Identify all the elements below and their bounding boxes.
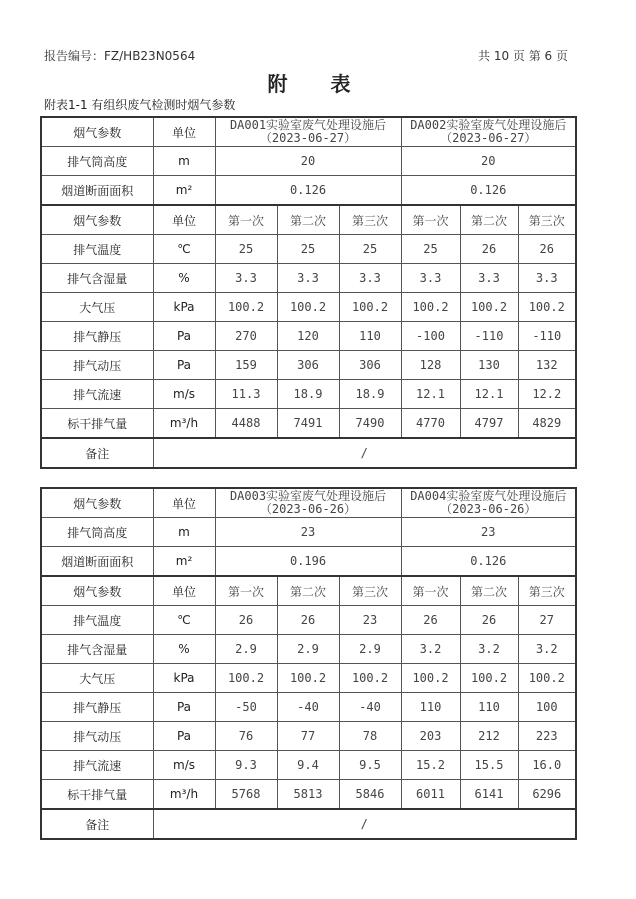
outlet-header bbox=[401, 488, 576, 518]
table-cell: 3.3 bbox=[518, 264, 576, 293]
table-cell: 6296 bbox=[518, 780, 576, 810]
table-cell: 110 bbox=[339, 322, 401, 351]
sample-time: 第二次 bbox=[460, 205, 518, 235]
table-cell: 100.2 bbox=[401, 293, 460, 322]
outlet-header bbox=[215, 488, 401, 518]
table-cell: 76 bbox=[215, 722, 277, 751]
unit-header: 单位 bbox=[153, 117, 215, 147]
outlet-date: （2023-06-27） bbox=[440, 131, 537, 145]
table-cell: 9.5 bbox=[339, 751, 401, 780]
table-cell: 5846 bbox=[339, 780, 401, 810]
table-cell: 4488 bbox=[215, 409, 277, 439]
duct-area-row bbox=[41, 176, 576, 206]
table-row bbox=[41, 380, 576, 409]
table-cell: 18.9 bbox=[277, 380, 339, 409]
row-unit: m/s bbox=[153, 380, 215, 409]
row-unit: ℃ bbox=[153, 606, 215, 635]
table-cell: 130 bbox=[460, 351, 518, 380]
table-cell: 132 bbox=[518, 351, 576, 380]
row-label: 烟道断面面积 bbox=[41, 176, 153, 206]
table-row bbox=[41, 664, 576, 693]
table-header-row bbox=[41, 488, 576, 518]
row-label: 排气筒高度 bbox=[41, 518, 153, 547]
row-unit: Pa bbox=[153, 693, 215, 722]
table-cell: 78 bbox=[339, 722, 401, 751]
table-cell: 25 bbox=[215, 235, 277, 264]
table-cell: 2.9 bbox=[215, 635, 277, 664]
table-cell: 3.3 bbox=[460, 264, 518, 293]
table-cell: 26 bbox=[460, 235, 518, 264]
row-unit: Pa bbox=[153, 351, 215, 380]
remark-row bbox=[41, 809, 576, 839]
row-label: 排气温度 bbox=[41, 235, 153, 264]
table-cell: 100.2 bbox=[401, 664, 460, 693]
row-label: 排气含湿量 bbox=[41, 635, 153, 664]
table-cell: 5768 bbox=[215, 780, 277, 810]
outlet-name: DA004实验室废气处理设施后 bbox=[410, 489, 567, 503]
table-row bbox=[41, 751, 576, 780]
table-row bbox=[41, 351, 576, 380]
table-cell: 9.4 bbox=[277, 751, 339, 780]
row-label: 排气流速 bbox=[41, 380, 153, 409]
sample-time: 第三次 bbox=[339, 205, 401, 235]
table-cell: 20 bbox=[401, 147, 576, 176]
table-cell: 270 bbox=[215, 322, 277, 351]
table-cell: 12.1 bbox=[401, 380, 460, 409]
table-cell: 9.3 bbox=[215, 751, 277, 780]
outlet-header bbox=[401, 117, 576, 147]
table-cell: 27 bbox=[518, 606, 576, 635]
table-cell: 0.126 bbox=[401, 176, 576, 206]
row-unit: m³/h bbox=[153, 409, 215, 439]
table-caption: 附表1-1 有组织废气检测时烟气参数 bbox=[44, 98, 236, 112]
table-cell: 3.3 bbox=[215, 264, 277, 293]
table-cell: 100.2 bbox=[460, 664, 518, 693]
table-cell: 159 bbox=[215, 351, 277, 380]
table-header-row bbox=[41, 117, 576, 147]
row-unit: ℃ bbox=[153, 235, 215, 264]
table-cell: -110 bbox=[460, 322, 518, 351]
row-label: 排气动压 bbox=[41, 722, 153, 751]
param-header: 烟气参数 bbox=[41, 205, 153, 235]
table-cell: 3.2 bbox=[460, 635, 518, 664]
row-label: 排气含湿量 bbox=[41, 264, 153, 293]
table-cell: 0.196 bbox=[215, 547, 401, 577]
table-cell: 12.1 bbox=[460, 380, 518, 409]
row-unit: Pa bbox=[153, 322, 215, 351]
outlet-date: （2023-06-26） bbox=[440, 502, 537, 516]
table-cell: 3.3 bbox=[339, 264, 401, 293]
sample-time: 第三次 bbox=[339, 576, 401, 606]
table-cell: -50 bbox=[215, 693, 277, 722]
table-cell: 0.126 bbox=[215, 176, 401, 206]
row-label: 排气动压 bbox=[41, 351, 153, 380]
sample-time: 第三次 bbox=[518, 205, 576, 235]
table-cell: 6011 bbox=[401, 780, 460, 810]
row-unit: m bbox=[153, 147, 215, 176]
report-number: 报告编号：FZ/HB23N0564 bbox=[44, 49, 196, 63]
page-title: 附 表 bbox=[267, 72, 369, 96]
outlet-name: DA001实验室废气处理设施后 bbox=[229, 118, 387, 132]
table-cell: 23 bbox=[401, 518, 576, 547]
row-label: 排气筒高度 bbox=[41, 147, 153, 176]
sample-time: 第一次 bbox=[401, 576, 460, 606]
outlet-name: DA002实验室废气处理设施后 bbox=[410, 118, 567, 132]
table-cell: 3.2 bbox=[518, 635, 576, 664]
row-label: 排气静压 bbox=[41, 322, 153, 351]
flue-gas-table-2 bbox=[40, 487, 577, 840]
row-label: 大气压 bbox=[41, 293, 153, 322]
row-label: 标干排气量 bbox=[41, 409, 153, 439]
table-cell: 2.9 bbox=[277, 635, 339, 664]
row-unit: m bbox=[153, 518, 215, 547]
table-cell: 110 bbox=[460, 693, 518, 722]
table-cell: 7490 bbox=[339, 409, 401, 439]
unit-header: 单位 bbox=[153, 488, 215, 518]
table-cell: -100 bbox=[401, 322, 460, 351]
remark-label: 备注 bbox=[41, 809, 153, 839]
row-unit: % bbox=[153, 264, 215, 293]
page-indicator: 共 10 页 第 6 页 bbox=[478, 49, 568, 63]
outlet-date: （2023-06-26） bbox=[259, 502, 357, 516]
row-label: 排气静压 bbox=[41, 693, 153, 722]
table-cell: 100.2 bbox=[215, 664, 277, 693]
duct-area-row bbox=[41, 547, 576, 577]
stack-height-row bbox=[41, 147, 576, 176]
table-cell: 212 bbox=[460, 722, 518, 751]
table-cell: 100.2 bbox=[460, 293, 518, 322]
unit-header: 单位 bbox=[153, 205, 215, 235]
table-cell: 223 bbox=[518, 722, 576, 751]
table-row bbox=[41, 635, 576, 664]
row-unit: Pa bbox=[153, 722, 215, 751]
sample-times-row bbox=[41, 205, 576, 235]
sample-time: 第二次 bbox=[277, 205, 339, 235]
flue-gas-table-1 bbox=[40, 116, 577, 469]
table-cell: 4770 bbox=[401, 409, 460, 439]
table-cell: 26 bbox=[518, 235, 576, 264]
table-row bbox=[41, 409, 576, 439]
table-cell: 26 bbox=[277, 606, 339, 635]
table-cell: 203 bbox=[401, 722, 460, 751]
table-cell: -110 bbox=[518, 322, 576, 351]
table-cell: 100.2 bbox=[277, 293, 339, 322]
table-cell: -40 bbox=[339, 693, 401, 722]
table-row bbox=[41, 606, 576, 635]
table-row bbox=[41, 264, 576, 293]
table-cell: 100.2 bbox=[339, 293, 401, 322]
table-cell: 26 bbox=[401, 606, 460, 635]
row-unit: m/s bbox=[153, 751, 215, 780]
table-cell: 26 bbox=[215, 606, 277, 635]
table-cell: 120 bbox=[277, 322, 339, 351]
param-header: 烟气参数 bbox=[41, 117, 153, 147]
table-cell: 110 bbox=[401, 693, 460, 722]
table-cell: 100.2 bbox=[277, 664, 339, 693]
table-cell: 7491 bbox=[277, 409, 339, 439]
table-cell: 306 bbox=[339, 351, 401, 380]
table-cell: 18.9 bbox=[339, 380, 401, 409]
stack-height-row bbox=[41, 518, 576, 547]
table-cell: 25 bbox=[401, 235, 460, 264]
table-cell: 4829 bbox=[518, 409, 576, 439]
table-cell: 15.2 bbox=[401, 751, 460, 780]
outlet-name: DA003实验室废气处理设施后 bbox=[229, 489, 387, 503]
table-cell: 3.3 bbox=[401, 264, 460, 293]
table-cell: 20 bbox=[215, 147, 401, 176]
table-row bbox=[41, 722, 576, 751]
sample-time: 第一次 bbox=[215, 205, 277, 235]
remark-label: 备注 bbox=[41, 438, 153, 468]
table-cell: 100.2 bbox=[518, 293, 576, 322]
table-row bbox=[41, 780, 576, 810]
table-cell: 11.3 bbox=[215, 380, 277, 409]
table-cell: 5813 bbox=[277, 780, 339, 810]
row-unit: m² bbox=[153, 547, 215, 577]
row-unit: m³/h bbox=[153, 780, 215, 810]
table-cell: 100.2 bbox=[215, 293, 277, 322]
remark-value: / bbox=[153, 438, 576, 468]
table-row bbox=[41, 235, 576, 264]
param-header: 烟气参数 bbox=[41, 488, 153, 518]
table-cell: -40 bbox=[277, 693, 339, 722]
row-label: 标干排气量 bbox=[41, 780, 153, 810]
table-cell: 77 bbox=[277, 722, 339, 751]
param-header: 烟气参数 bbox=[41, 576, 153, 606]
sample-times-row bbox=[41, 576, 576, 606]
table-cell: 128 bbox=[401, 351, 460, 380]
table-cell: 4797 bbox=[460, 409, 518, 439]
table-cell: 100.2 bbox=[339, 664, 401, 693]
row-unit: kPa bbox=[153, 293, 215, 322]
outlet-date: （2023-06-27） bbox=[259, 131, 357, 145]
table-row bbox=[41, 293, 576, 322]
unit-header: 单位 bbox=[153, 576, 215, 606]
table-cell: 0.126 bbox=[401, 547, 576, 577]
row-label: 烟道断面面积 bbox=[41, 547, 153, 577]
row-label: 排气流速 bbox=[41, 751, 153, 780]
row-unit: kPa bbox=[153, 664, 215, 693]
row-unit: m² bbox=[153, 176, 215, 206]
sample-time: 第一次 bbox=[215, 576, 277, 606]
table-cell: 6141 bbox=[460, 780, 518, 810]
table-cell: 306 bbox=[277, 351, 339, 380]
table-cell: 25 bbox=[339, 235, 401, 264]
table-cell: 12.2 bbox=[518, 380, 576, 409]
sample-time: 第三次 bbox=[518, 576, 576, 606]
table-cell: 26 bbox=[460, 606, 518, 635]
table-cell: 100 bbox=[518, 693, 576, 722]
sample-time: 第二次 bbox=[460, 576, 518, 606]
table-row bbox=[41, 693, 576, 722]
sample-time: 第二次 bbox=[277, 576, 339, 606]
row-unit: % bbox=[153, 635, 215, 664]
remark-value: / bbox=[153, 809, 576, 839]
table-cell: 2.9 bbox=[339, 635, 401, 664]
table-cell: 3.2 bbox=[401, 635, 460, 664]
table-cell: 23 bbox=[215, 518, 401, 547]
remark-row bbox=[41, 438, 576, 468]
sample-time: 第一次 bbox=[401, 205, 460, 235]
row-label: 大气压 bbox=[41, 664, 153, 693]
table-cell: 3.3 bbox=[277, 264, 339, 293]
table-cell: 15.5 bbox=[460, 751, 518, 780]
outlet-header bbox=[215, 117, 401, 147]
row-label: 排气温度 bbox=[41, 606, 153, 635]
table-cell: 23 bbox=[339, 606, 401, 635]
table-cell: 100.2 bbox=[518, 664, 576, 693]
table-row bbox=[41, 322, 576, 351]
table-cell: 16.0 bbox=[518, 751, 576, 780]
table-cell: 25 bbox=[277, 235, 339, 264]
